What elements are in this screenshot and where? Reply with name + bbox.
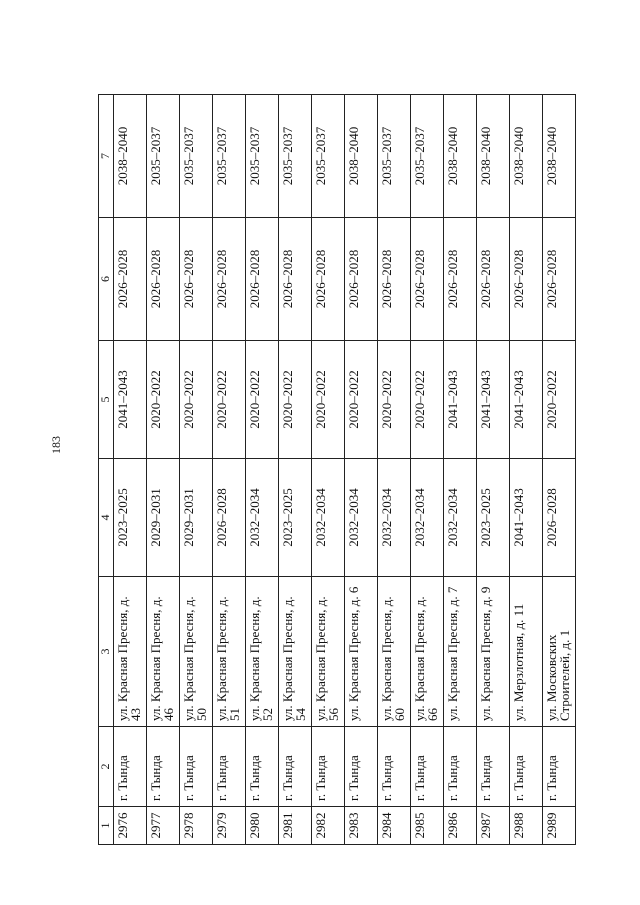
period-col4-cell: 2026–2028: [213, 459, 246, 577]
table-row: [213, 95, 246, 845]
period-col7-cell: 2038–2040: [345, 95, 378, 218]
row-number-cell: 2982: [312, 807, 345, 845]
period-col6-cell: 2026–2028: [444, 218, 477, 341]
table-row: [510, 95, 543, 845]
schedule-table: [98, 94, 576, 845]
period-col6-cell: 2026–2028: [213, 218, 246, 341]
city-cell: г. Тында: [279, 727, 312, 807]
row-number-cell: 2980: [246, 807, 279, 845]
period-col6-cell: 2026–2028: [411, 218, 444, 341]
address-cell: ул. Красная Пресня, д. 54: [279, 577, 312, 727]
period-col7-cell: 2035–2037: [213, 95, 246, 218]
period-col4-cell: 2029–2031: [180, 459, 213, 577]
header-cell: 2: [99, 727, 114, 807]
period-col5-cell: 2020–2022: [279, 341, 312, 459]
table-row: [312, 95, 345, 845]
address-cell: ул. Красная Пресня, д. 46: [147, 577, 180, 727]
city-cell: г. Тында: [543, 727, 576, 807]
period-col4-cell: 2032–2034: [444, 459, 477, 577]
city-cell: г. Тында: [213, 727, 246, 807]
address-cell: ул. Красная Пресня, д. 52: [246, 577, 279, 727]
address-cell: ул. Мерзлотная, д. 11: [510, 577, 543, 727]
city-cell: г. Тында: [378, 727, 411, 807]
address-cell: ул. Красная Пресня, д. 51: [213, 577, 246, 727]
period-col7-cell: 2035–2037: [180, 95, 213, 218]
period-col7-cell: 2035–2037: [312, 95, 345, 218]
table-header: [99, 95, 114, 845]
city-cell: г. Тында: [444, 727, 477, 807]
period-col4-cell: 2032–2034: [411, 459, 444, 577]
table-body: [114, 95, 576, 845]
period-col6-cell: 2026–2028: [147, 218, 180, 341]
period-col6-cell: 2026–2028: [543, 218, 576, 341]
city-cell: г. Тында: [246, 727, 279, 807]
period-col5-cell: 2020–2022: [312, 341, 345, 459]
address-cell: ул. Красная Пресня, д. 66: [411, 577, 444, 727]
period-col5-cell: 2020–2022: [411, 341, 444, 459]
row-number-cell: 2989: [543, 807, 576, 845]
period-col6-cell: 2026–2028: [114, 218, 147, 341]
period-col5-cell: 2041–2043: [510, 341, 543, 459]
period-col5-cell: 2020–2022: [345, 341, 378, 459]
city-cell: г. Тында: [312, 727, 345, 807]
city-cell: г. Тында: [345, 727, 378, 807]
row-number-cell: 2983: [345, 807, 378, 845]
period-col6-cell: 2026–2028: [345, 218, 378, 341]
period-col6-cell: 2026–2028: [378, 218, 411, 341]
header-cell: 7: [99, 95, 114, 218]
period-col7-cell: 2038–2040: [114, 95, 147, 218]
schedule-table-container: [98, 95, 576, 845]
address-cell: ул. Красная Пресня, д. 43: [114, 577, 147, 727]
row-number-cell: 2978: [180, 807, 213, 845]
period-col6-cell: 2026–2028: [246, 218, 279, 341]
address-cell: ул. Красная Пресня, д. 60: [378, 577, 411, 727]
period-col6-cell: 2026–2028: [180, 218, 213, 341]
table-row: [345, 95, 378, 845]
city-cell: г. Тында: [114, 727, 147, 807]
period-col6-cell: 2026–2028: [477, 218, 510, 341]
row-number-cell: 2986: [444, 807, 477, 845]
period-col7-cell: 2038–2040: [510, 95, 543, 218]
city-cell: г. Тында: [510, 727, 543, 807]
period-col4-cell: 2041–2043: [510, 459, 543, 577]
period-col4-cell: 2029–2031: [147, 459, 180, 577]
period-col5-cell: 2020–2022: [213, 341, 246, 459]
table-row: [543, 95, 576, 845]
header-cell: 4: [99, 459, 114, 577]
row-number-cell: 2988: [510, 807, 543, 845]
address-cell: ул. Красная Пресня, д. 9: [477, 577, 510, 727]
address-cell: ул. Красная Пресня, д. 50: [180, 577, 213, 727]
header-cell: 1: [99, 807, 114, 845]
city-cell: г. Тында: [411, 727, 444, 807]
period-col7-cell: 2038–2040: [477, 95, 510, 218]
address-cell: ул. Красная Пресня, д. 7: [444, 577, 477, 727]
period-col7-cell: 2038–2040: [444, 95, 477, 218]
period-col5-cell: 2041–2043: [114, 341, 147, 459]
period-col4-cell: 2032–2034: [312, 459, 345, 577]
period-col4-cell: 2023–2025: [477, 459, 510, 577]
period-col4-cell: 2032–2034: [345, 459, 378, 577]
city-cell: г. Тында: [147, 727, 180, 807]
period-col5-cell: 2020–2022: [147, 341, 180, 459]
period-col4-cell: 2032–2034: [246, 459, 279, 577]
table-row: [180, 95, 213, 845]
header-row: [99, 95, 114, 845]
period-col5-cell: 2020–2022: [180, 341, 213, 459]
address-cell: ул. Красная Пресня, д. 6: [345, 577, 378, 727]
address-cell: ул. Красная Пресня, д. 56: [312, 577, 345, 727]
period-col4-cell: 2026–2028: [543, 459, 576, 577]
period-col7-cell: 2038–2040: [543, 95, 576, 218]
period-col7-cell: 2035–2037: [279, 95, 312, 218]
period-col7-cell: 2035–2037: [246, 95, 279, 218]
page-number: 183: [49, 436, 63, 454]
table-row: [378, 95, 411, 845]
period-col7-cell: 2035–2037: [147, 95, 180, 218]
period-col5-cell: 2020–2022: [543, 341, 576, 459]
table-row: [279, 95, 312, 845]
table-row: [444, 95, 477, 845]
header-cell: 5: [99, 341, 114, 459]
period-col7-cell: 2035–2037: [411, 95, 444, 218]
table-row: [246, 95, 279, 845]
table-row: [114, 95, 147, 845]
period-col4-cell: 2023–2025: [114, 459, 147, 577]
period-col5-cell: 2041–2043: [444, 341, 477, 459]
row-number-cell: 2981: [279, 807, 312, 845]
table-row: [477, 95, 510, 845]
period-col6-cell: 2026–2028: [312, 218, 345, 341]
row-number-cell: 2984: [378, 807, 411, 845]
header-cell: 3: [99, 577, 114, 727]
period-col5-cell: 2041–2043: [477, 341, 510, 459]
period-col4-cell: 2023–2025: [279, 459, 312, 577]
row-number-cell: 2979: [213, 807, 246, 845]
period-col5-cell: 2020–2022: [378, 341, 411, 459]
row-number-cell: 2985: [411, 807, 444, 845]
period-col4-cell: 2032–2034: [378, 459, 411, 577]
table-row: [147, 95, 180, 845]
row-number-cell: 2987: [477, 807, 510, 845]
row-number-cell: 2977: [147, 807, 180, 845]
period-col6-cell: 2026–2028: [279, 218, 312, 341]
table-row: [411, 95, 444, 845]
period-col7-cell: 2035–2037: [378, 95, 411, 218]
period-col6-cell: 2026–2028: [510, 218, 543, 341]
period-col5-cell: 2020–2022: [246, 341, 279, 459]
city-cell: г. Тында: [180, 727, 213, 807]
address-cell: ул. Московских Строителей, д. 1: [543, 577, 576, 727]
row-number-cell: 2976: [114, 807, 147, 845]
header-cell: 6: [99, 218, 114, 341]
city-cell: г. Тында: [477, 727, 510, 807]
